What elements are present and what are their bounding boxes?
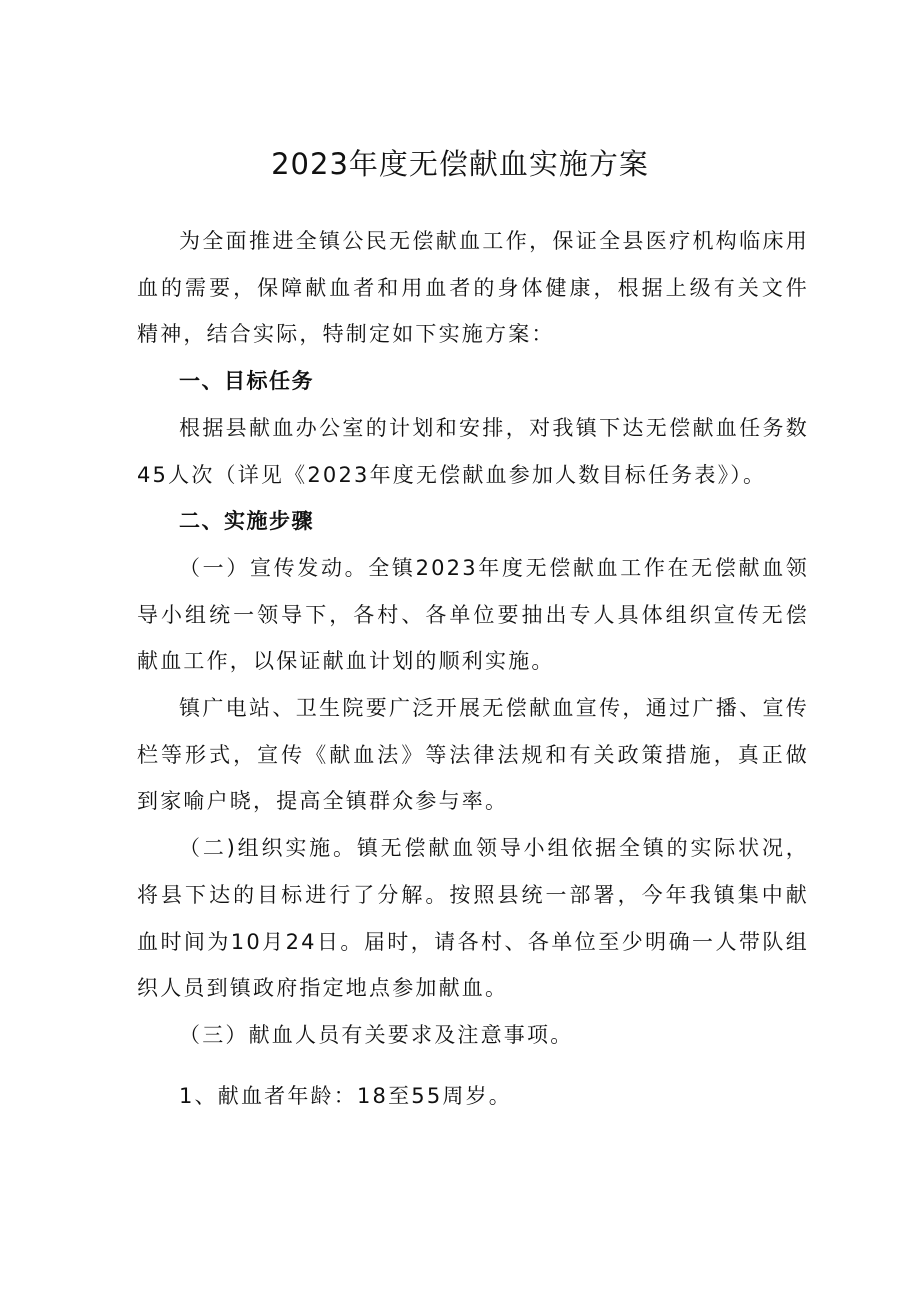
step-publicity-paragraph: （一）宣传发动。全镇2023年度无偿献血工作在无偿献血领导小组统一领导下，各村、各单位要抽出专人具体组织宣传无偿献血工作，以保证献血计划的顺利实施。 <box>137 555 809 674</box>
requirement-age-item: 1、献血者年龄：18至55周岁。 <box>179 1083 513 1108</box>
document-title: 2023年度无偿献血实施方案 <box>271 147 649 181</box>
document-body <box>137 218 809 1119</box>
intro-paragraph: 为全面推进全镇公民无偿献血工作，保证全县医疗机构临床用血的需要，保障献血者和用血者的身体健康，根据上级有关文件精神，结合实际，特制定如下实施方案： <box>137 229 809 347</box>
goals-paragraph: 根据县献血办公室的计划和安排，对我镇下达无偿献血任务数45人次（详见《2023年度无偿献血参加人数目标任务表》）。 <box>137 415 809 487</box>
section-heading-steps: 二、实施步骤 <box>179 509 314 534</box>
step-requirements-paragraph: （三）献血人员有关要求及注意事项。 <box>179 1022 574 1047</box>
step-organize-paragraph: （二)组织实施。镇无偿献血领导小组依据全镇的实际状况，将县下达的目标进行了分解。按照县统一部署，今年我镇集中献血时间为10月24日。届时，请各村、各单位至少明确一人带队组织人员到镇政府指定地点参加献血。 <box>137 836 809 1001</box>
publicity-detail-paragraph: 镇广电站、卫生院要广泛开展无偿献血宣传，通过广播、宣传栏等形式，宣传《献血法》等法律法规和有关政策措施，真正做到家喻户晓，提高全镇群众参与率。 <box>137 696 809 814</box>
section-heading-goals: 一、目标任务 <box>179 369 314 394</box>
